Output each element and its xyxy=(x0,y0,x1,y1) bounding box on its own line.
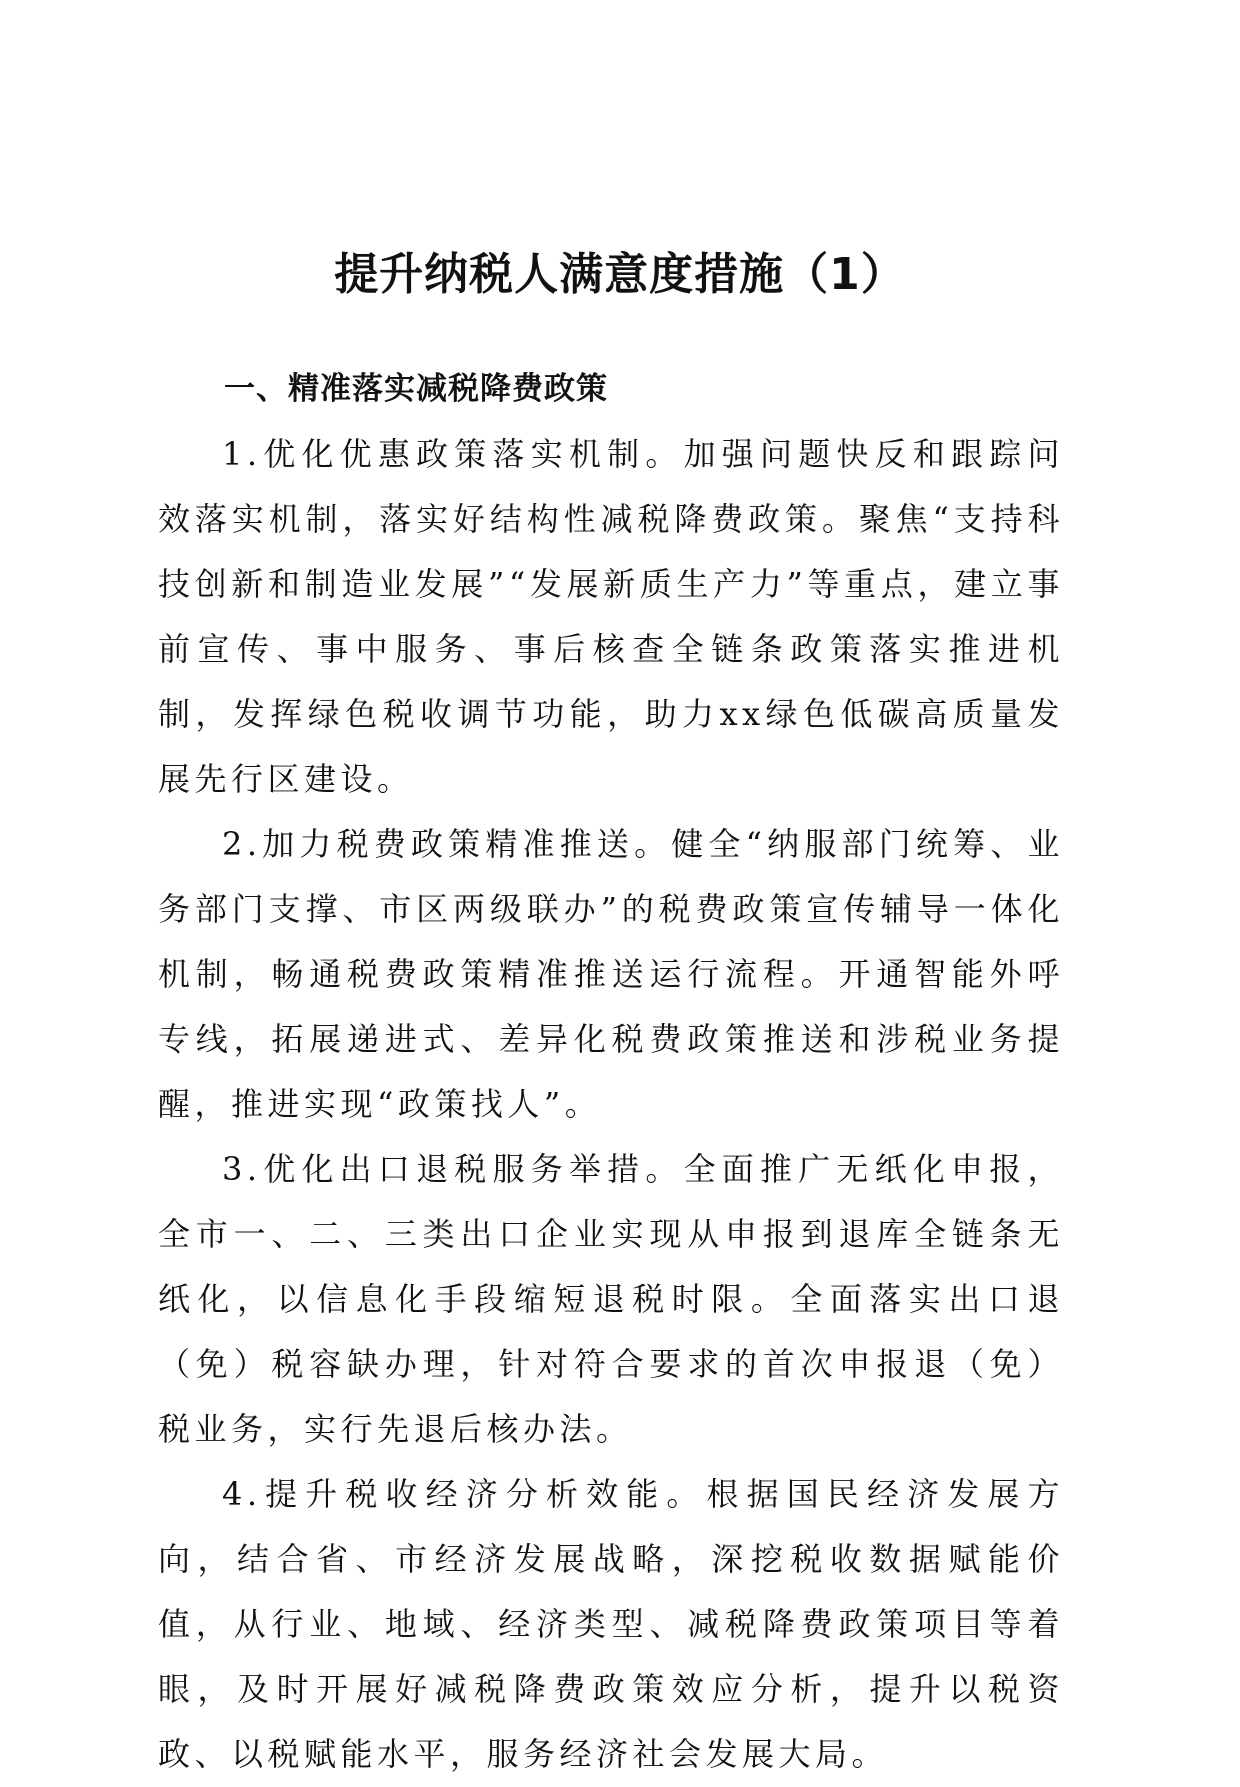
paragraph-2: 2.加力税费政策精准推送。健全“纳服部门统筹、业务部门支撑、市区两级联办”的税费政策宣传辅导一体化机制，畅通税费政策精准推送运行流程。开通智能外呼专线，拓展递进式、差异化税费政策推送和涉税业务提醒，推进实现“政策找人”。 xyxy=(158,825,1064,1123)
paragraph-1: 1.优化优惠政策落实机制。加强问题快反和跟踪问效落实机制，落实好结构性减税降费政策。聚焦“支持科技创新和制造业发展”“发展新质生产力”等重点，建立事前宣传、事中服务、事后核查全链条政策落实推进机制，发挥绿色税收调节功能，助力xx绿色低碳高质量发展先行区建设。 xyxy=(158,435,1064,798)
paragraph-3: 3.优化出口退税服务举措。全面推广无纸化申报，全市一、二、三类出口企业实现从申报到退库全链条无纸化，以信息化手段缩短退税时限。全面落实出口退（免）税容缺办理，针对符合要求的首次申报退（免）税业务，实行先退后核办法。 xyxy=(158,1150,1064,1448)
document-title: 提升纳税人满意度措施（1） xyxy=(334,249,906,300)
document-body xyxy=(158,356,1064,1787)
section-heading: 一、精准落实减税降费政策 xyxy=(224,371,608,407)
paragraph-4: 4.提升税收经济分析效能。根据国民经济发展方向，结合省、市经济发展战略，深挖税收数据赋能价值，从行业、地域、经济类型、减税降费政策项目等着眼，及时开展好减税降费政策效应分析，提升以税资政、以税赋能水平，服务经济社会发展大局。 xyxy=(158,1475,1064,1773)
